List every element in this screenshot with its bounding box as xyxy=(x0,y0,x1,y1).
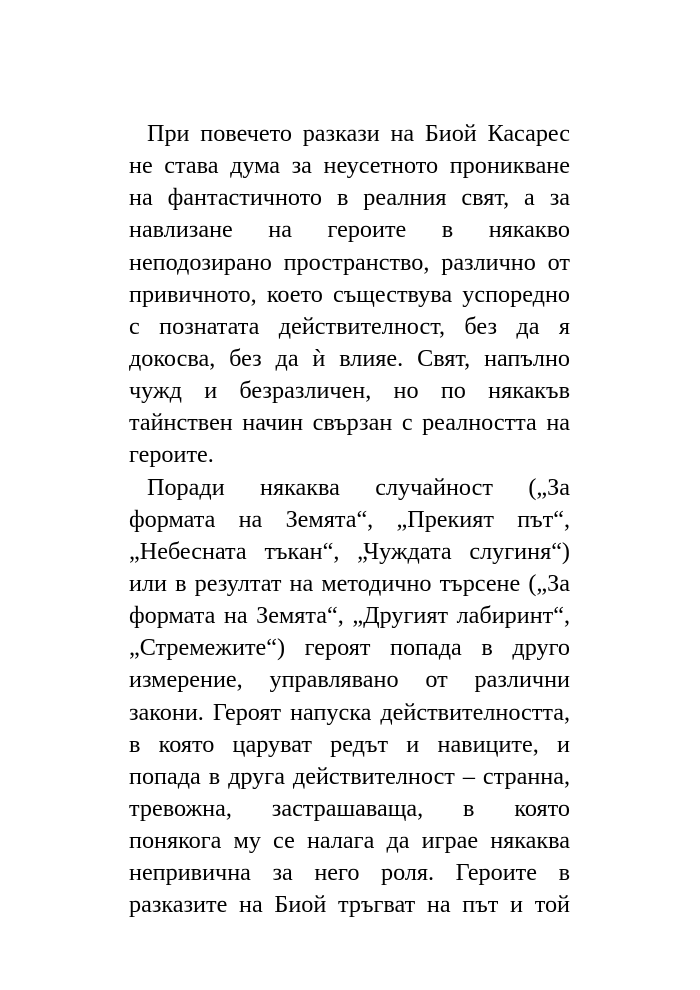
text-line: формата на Земята“, „Другият лабиринт“, xyxy=(129,602,570,630)
text-line: измерение, управлявано от различни xyxy=(129,666,570,694)
text-line: закони. Героят напуска действителността, xyxy=(129,698,570,726)
text-line: тайнствен начин свързан с реалността на xyxy=(129,409,570,437)
text-line: Поради някаква случайност („За xyxy=(147,473,570,501)
paragraph-2 xyxy=(129,472,570,922)
text-line: докосва, без да ѝ влияе. Свят, напълно xyxy=(129,344,570,372)
text-line: не става дума за неусетното проникване xyxy=(129,152,570,180)
text-line: героите. xyxy=(129,441,214,469)
text-line: „Стремежите“) героят попада в друго xyxy=(129,634,570,662)
text-line: „Небесната тъкан“, „Чуждата слугиня“) xyxy=(129,537,570,565)
text-line: попада в друга действителност – странна, xyxy=(129,762,570,790)
paragraph-1 xyxy=(129,118,570,472)
text-line: навлизане на героите в някакво xyxy=(129,216,570,244)
text-line: чужд и безразличен, но по някакъв xyxy=(129,377,570,405)
text-line: понякога му се налага да играе някаква xyxy=(129,827,570,855)
text-line: формата на Земята“, „Прекият път“, xyxy=(129,505,570,533)
text-line: привичното, което съществува успоредно xyxy=(129,280,570,308)
text-line: При повечето разкази на Биой Касарес xyxy=(147,120,570,147)
text-line: с познатата действителност, без да я xyxy=(129,312,570,340)
text-line: тревожна, застрашаваща, в която xyxy=(129,794,570,822)
text-line: непривична за него роля. Героите в xyxy=(129,859,570,887)
text-line: или в резултат на методично търсене („За xyxy=(129,569,570,597)
text-line: в която царуват редът и навиците, и xyxy=(129,730,570,758)
text-line: на фантастичното в реалния свят, а за xyxy=(129,184,570,212)
text-line: разказите на Биой тръгват на път и той xyxy=(129,891,570,919)
body-text xyxy=(129,118,570,922)
text-line: неподозирано пространство, различно от xyxy=(129,248,570,276)
